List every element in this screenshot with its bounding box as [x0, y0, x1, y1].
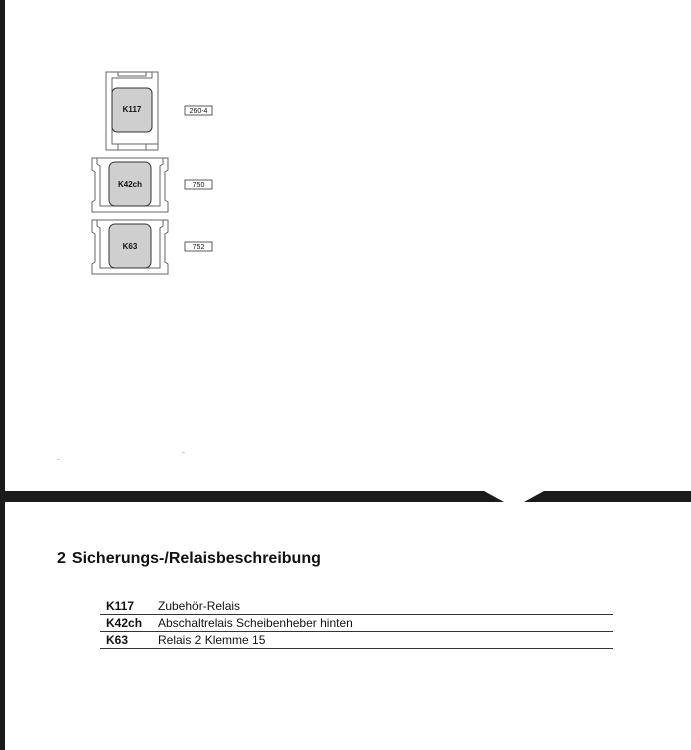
scan-speck: [57, 459, 60, 460]
relay-k42ch-label: K42ch: [117, 180, 143, 189]
ref-label-k63: 752: [192, 244, 205, 251]
relay-holder-k42ch: [92, 158, 168, 212]
table-row: [100, 615, 613, 632]
relay-description-table: [100, 598, 613, 649]
section-title: Sicherungs-/Relaisbeschreibung: [71, 550, 321, 567]
relay-code: K117: [100, 598, 152, 615]
relay-description: Abschaltrelais Scheibenheber hinten: [152, 615, 613, 632]
section-heading: [57, 550, 321, 568]
ref-label-k117: 260-4: [189, 108, 208, 115]
section-number: 2: [57, 550, 66, 567]
relay-holder-k63: [92, 220, 168, 274]
relay-k63-label: K63: [122, 242, 138, 251]
scan-speck: [182, 452, 185, 453]
relay-description: Zubehör-Relais: [152, 598, 613, 615]
relay-code: K63: [100, 632, 152, 649]
relay-description: Relais 2 Klemme 15: [152, 632, 613, 649]
ref-label-k42ch: 750: [192, 182, 205, 189]
table-row: [100, 632, 613, 649]
page-divider: [0, 491, 691, 502]
relay-code: K42ch: [100, 615, 152, 632]
relay-k117-label: K117: [122, 105, 142, 114]
table-row: [100, 598, 613, 615]
relay-holder-k117: [106, 72, 158, 150]
page-divider-notch: [484, 491, 544, 503]
